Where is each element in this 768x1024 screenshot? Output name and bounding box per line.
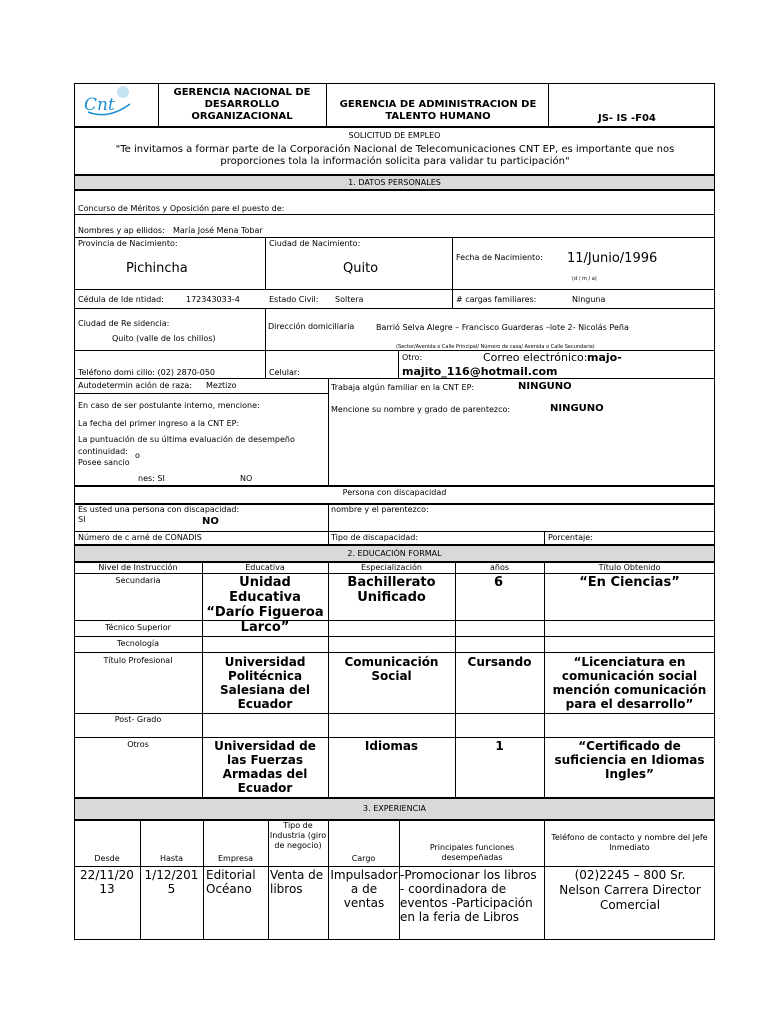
puntuacion-label: La puntuación de su última evaluación de desempeño — [78, 435, 295, 444]
civil-label: Estado Civil: — [269, 295, 319, 304]
edu-header-educativa: Educativa — [245, 563, 285, 572]
exp-contacto: (02)2245 – 800 Sr. Nelson Carrera Director Comercial — [559, 868, 701, 912]
nes-no: NO — [240, 474, 253, 483]
nombre-parentezco-label: nombre y el parentezco: — [331, 505, 429, 514]
exp-header-empresa: Empresa — [217, 854, 254, 863]
correo-value-1: majo- — [587, 351, 622, 364]
tipo-discapacidad-label: Tipo de discapacidad: — [331, 533, 419, 542]
fecha-format: (d / m / a) — [572, 276, 597, 282]
discapacidad-no-value: NO — [202, 516, 219, 527]
exp-header-cargo: Cargo — [351, 854, 376, 863]
exp-header-contacto: Teléfono de contacto y nombre del Jefe Inmediato — [551, 833, 708, 852]
provincia-value: Pichincha — [126, 261, 188, 276]
edu-header-nivel: Nivel de Instrucción — [98, 563, 178, 572]
direccion-hint: (Sector/Avenida o Calle Principal/ Número de casa/ Avenida o Calle Secundaria) — [396, 344, 595, 350]
edu-row-nivel: Post- Grado — [114, 715, 162, 724]
parentezco-value: NINGUNO — [550, 403, 604, 414]
edu-row-anios: Cursando — [467, 655, 532, 669]
direccion-label: Dirección domiciliaria — [268, 322, 355, 331]
cedula-label: Cédula de Ide ntidad: — [78, 295, 164, 304]
section-datos-personales: 1. DATOS PERSONALES — [74, 175, 715, 190]
edu-row-nivel: Técnico Superior — [105, 623, 171, 632]
telefono-label: Teléfono domi cilio: (02) 2870-050 — [78, 368, 216, 377]
nombres-value: María José Mena Tobar — [173, 226, 263, 235]
edu-row-especializacion: Idiomas — [364, 739, 419, 753]
logo-text: Cnt — [84, 95, 115, 115]
cnt-logo — [78, 84, 156, 124]
residencia-label: Ciudad de Re sidencia: — [78, 319, 170, 328]
edu-row-nivel: Tecnología — [116, 639, 160, 648]
exp-header-industria: Tipo de Industria (giro de negocio) — [269, 821, 327, 850]
edu-row-anios: 6 — [494, 575, 504, 590]
exp-desde: 22/11/20 13 — [80, 868, 134, 896]
form-code: JS- IS -F04 — [598, 113, 656, 124]
exp-empresa: Editorial Océano — [206, 868, 256, 896]
o-label: o — [135, 451, 140, 460]
civil-value: Soltera — [335, 295, 364, 304]
nombres-label: Nombres y ap ellidos: — [78, 226, 165, 235]
edu-row-especializacion: Comunicación Social — [344, 655, 439, 683]
exp-cargo: Impulsador a de ventas — [330, 868, 398, 910]
interno-label: En caso de ser postulante interno, mencione: — [78, 401, 260, 410]
edu-row-titulo: “Licenciatura en comunicación social mención comunicación para el desarrollo” — [552, 655, 707, 711]
ciudad-nac-value: Quito — [343, 261, 379, 276]
raza-value: Meztizo — [206, 381, 237, 390]
exp-funciones: -Promocionar los libros - coordinadora de eventos -Participación en la feria de Libros — [400, 868, 537, 924]
exp-header-desde: Desde — [94, 854, 120, 863]
edu-row-nivel: Otros — [127, 740, 149, 749]
exp-header-hasta: Hasta — [159, 854, 184, 863]
provincia-label: Provincia de Nacimiento: — [78, 239, 178, 248]
fecha-value: 11/Junio/1996 — [567, 251, 658, 266]
conadis-label: Número de c arné de CONADIS — [78, 533, 202, 542]
dept-talento: GERENCIA DE ADMINISTRACION DE TALENTO HUMANO — [339, 99, 537, 122]
section-experiencia: 3. EXPERIENCIA — [74, 798, 715, 820]
celular-label: Celular: — [269, 368, 300, 377]
discapacidad-section: Persona con discapacidad — [342, 488, 447, 497]
usted-label: Es usted una persona con discapacidad: — [78, 505, 240, 514]
intro-title: SOLICITUD DE EMPLEO — [348, 131, 441, 140]
edu-header-titulo: Título Obtenido — [598, 563, 661, 572]
posee-label: Posee sancio — [78, 458, 130, 467]
concurso-label: Concurso de Méritos y Oposición pare el puesto de: — [78, 204, 285, 213]
nes-label: nes: SI — [138, 474, 165, 483]
exp-industria: Venta de libros — [270, 868, 324, 896]
intro-text: "Te invitamos a formar parte de la Corporación Nacional de Telecomunicaciones CNT EP, es importante que nos proporciones tola la información solicita para validar tu participación" — [115, 144, 675, 167]
direccion-value: Barrió Selva Alegre – Francisco Guarderas –lote 2- Nicolás Peña — [376, 323, 629, 332]
correo-label: Correo electrónico: — [483, 351, 588, 364]
edu-row-anios: 1 — [495, 739, 504, 753]
continuidad-label: continuidad: — [78, 447, 128, 456]
familiar-label: Trabaja algún familiar en la CNT EP: — [331, 383, 475, 392]
edu-row-titulo: “En Ciencias” — [579, 575, 680, 590]
ciudad-nac-label: Ciudad de Nacimiento: — [269, 239, 361, 248]
edu-row-educativa: Universidad de las Fuerzas Armadas del Ecuador — [214, 739, 316, 795]
section-educacion: 2. EDUCACIÓN FORMAL — [74, 545, 715, 562]
exp-hasta: 1/12/201 5 — [144, 868, 199, 896]
edu-row-educativa: Unidad Educativa “Darío Figueroa Larco” — [206, 575, 324, 635]
familiar-value: NINGUNO — [518, 381, 572, 392]
edu-header-anios: años — [489, 563, 510, 572]
porcentaje-label: Porcentaje: — [548, 533, 593, 542]
edu-row-educativa: Universidad Politécnica Salesiana del Ecuador — [219, 655, 310, 711]
raza-label: Autodetermin ación de raza: — [78, 381, 192, 390]
cargas-value: Ninguna — [572, 295, 606, 304]
si-label: SI — [78, 515, 86, 524]
cedula-value: 172343033-4 — [186, 295, 240, 304]
edu-row-titulo: “Certificado de suficiencia en Idiomas Ingles” — [554, 739, 705, 781]
dept-desarrollo: GERENCIA NACIONAL DE DESARROLLO ORGANIZACIONAL — [173, 87, 311, 122]
parentezco-label: Mencione su nombre y grado de parentezco: — [331, 405, 511, 414]
edu-row-especializacion: Bachillerato Unificado — [347, 575, 436, 605]
exp-header-funciones: Principales funciones desempeñadas — [429, 843, 515, 862]
correo-value-2: majito_116@hotmail.com — [402, 365, 558, 378]
edu-row-nivel: Título Profesional — [103, 656, 173, 665]
cargas-label: # cargas familiares: — [456, 295, 537, 304]
edu-row-nivel: Secundaria — [115, 576, 161, 585]
otro-label: Otro: — [402, 353, 423, 362]
fecha-label: Fecha de Nacimiento: — [456, 253, 543, 262]
ingreso-label: La fecha del primer ingreso a la CNT EP: — [78, 419, 240, 428]
residencia-value: Quito (valle de los chillos) — [112, 334, 216, 343]
edu-header-especializacion: Especialización — [361, 563, 422, 572]
